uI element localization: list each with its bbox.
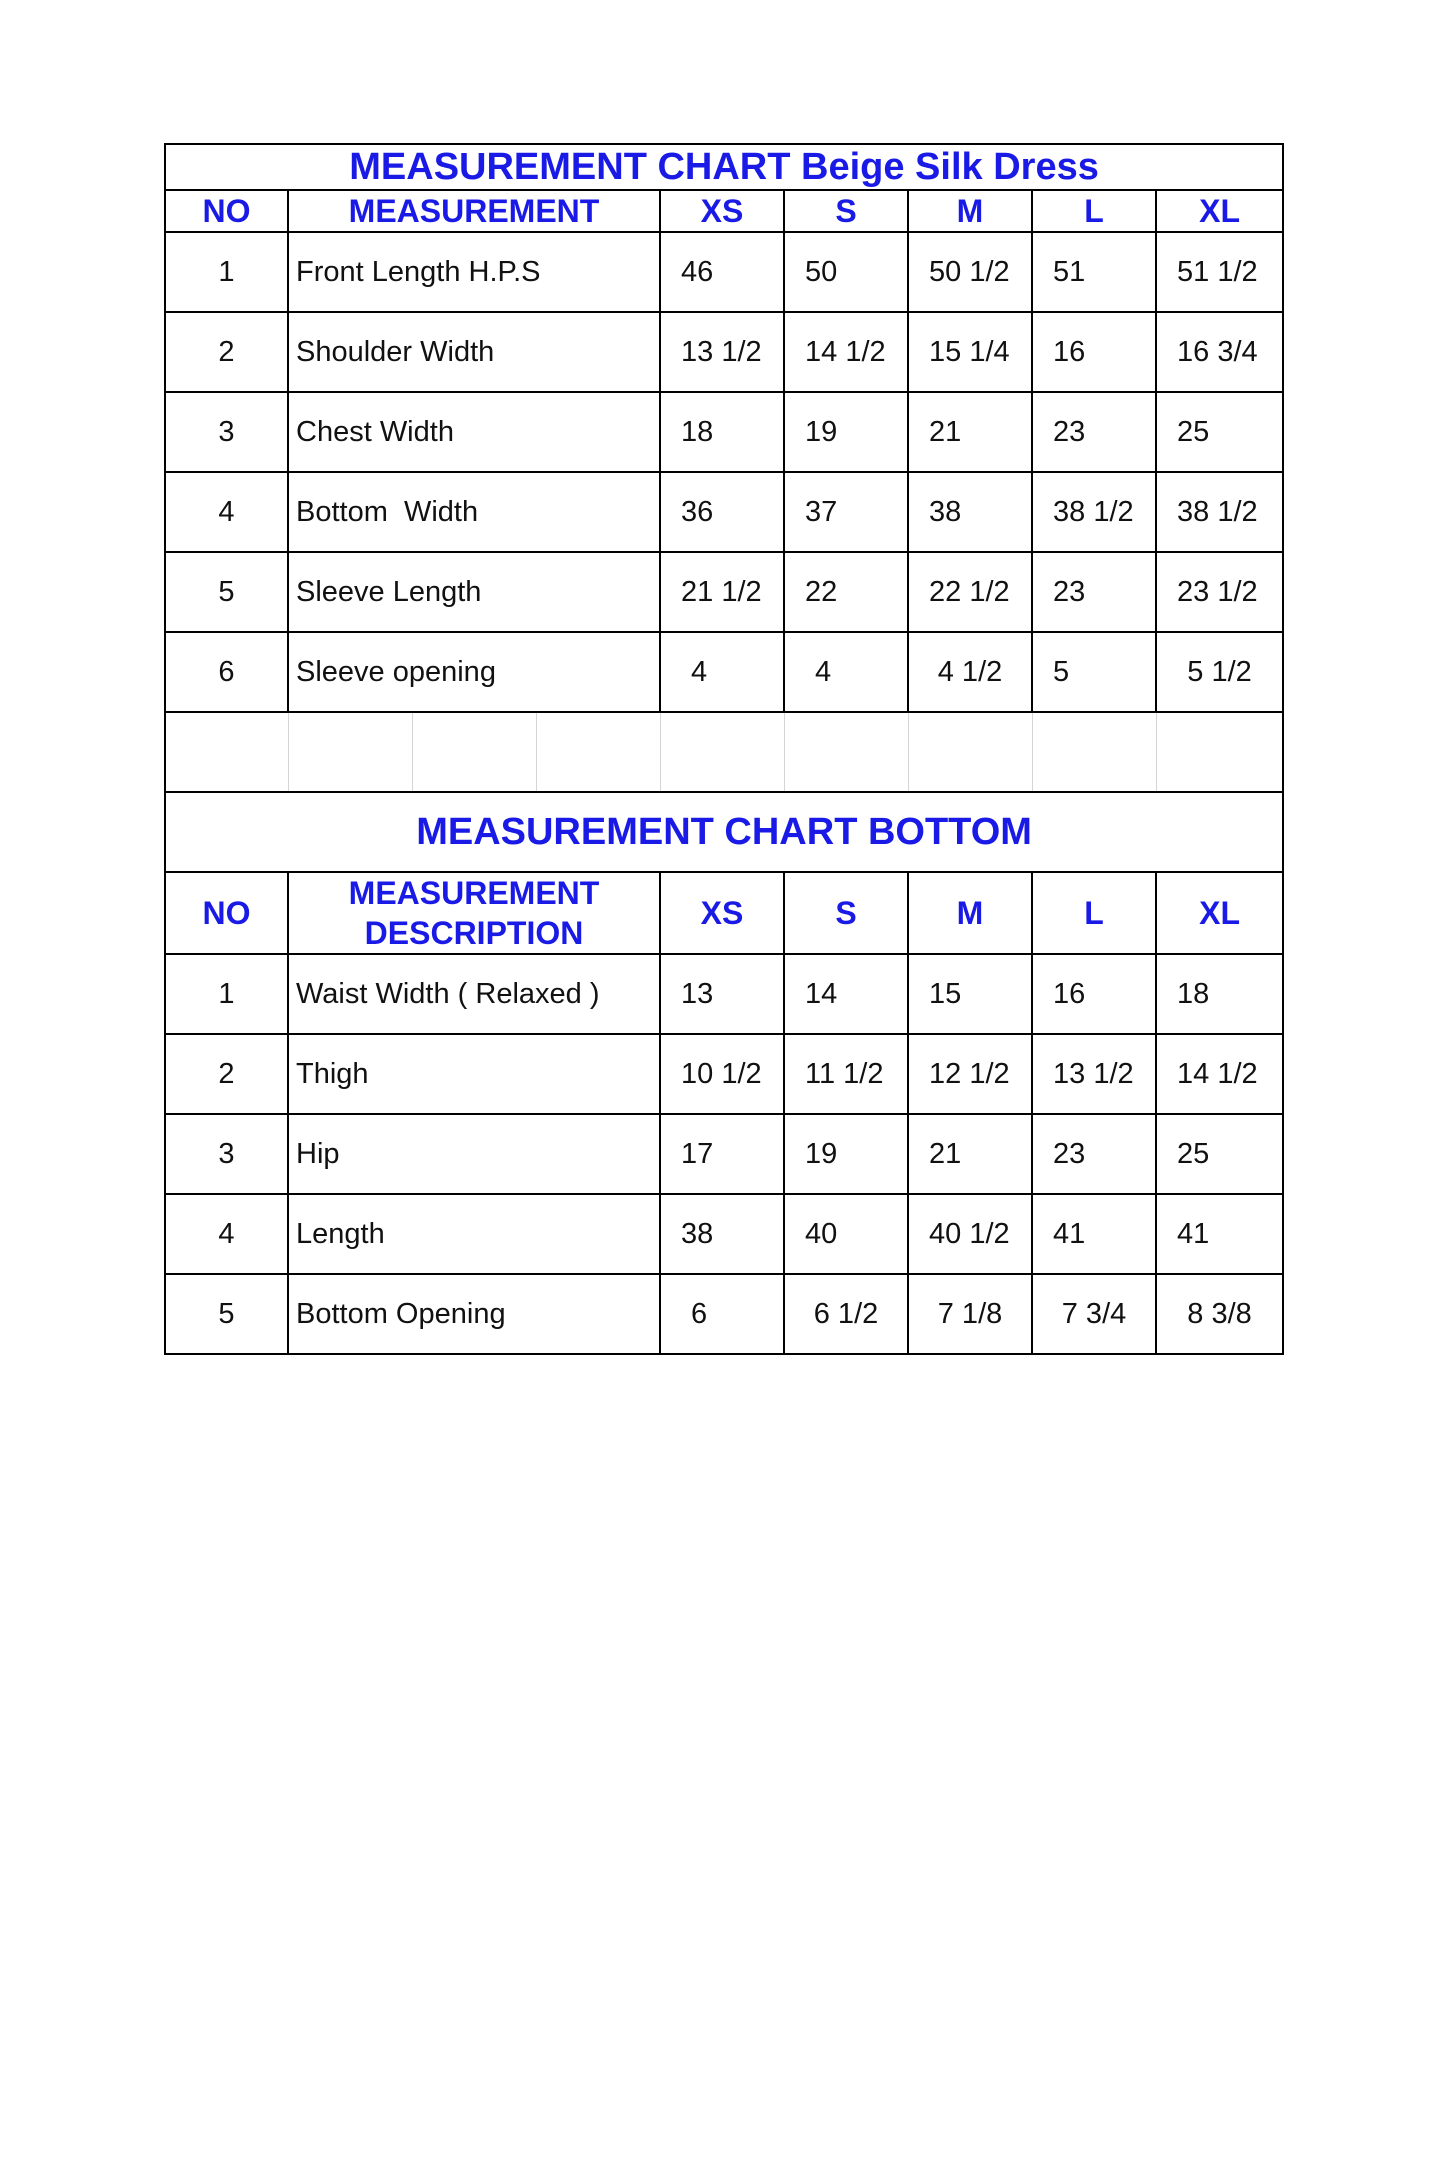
table-row bbox=[165, 552, 1283, 632]
header-size-l: L bbox=[1032, 872, 1156, 954]
value-m: 4 1/2 bbox=[908, 632, 1032, 712]
value-l: 16 bbox=[1032, 954, 1156, 1034]
value-s: 22 bbox=[784, 552, 908, 632]
row-number: 5 bbox=[165, 552, 288, 632]
row-number: 4 bbox=[165, 472, 288, 552]
value-xl: 51 1/2 bbox=[1156, 232, 1283, 312]
value-m: 21 bbox=[908, 1114, 1032, 1194]
value-l: 51 bbox=[1032, 232, 1156, 312]
table-row bbox=[165, 954, 1283, 1034]
measurement-name: Thigh bbox=[288, 1034, 660, 1114]
value-xl: 14 1/2 bbox=[1156, 1034, 1283, 1114]
value-s: 37 bbox=[784, 472, 908, 552]
header-size-m: M bbox=[908, 872, 1032, 954]
value-xs: 36 bbox=[660, 472, 784, 552]
spacer-row bbox=[165, 712, 1283, 792]
empty-cell bbox=[288, 712, 412, 792]
table-row bbox=[165, 232, 1283, 312]
empty-cell bbox=[908, 712, 1032, 792]
value-xl: 25 bbox=[1156, 392, 1283, 472]
value-xs: 13 bbox=[660, 954, 784, 1034]
table-row bbox=[165, 392, 1283, 472]
row-number: 3 bbox=[165, 1114, 288, 1194]
table-row bbox=[165, 1034, 1283, 1114]
row-number: 2 bbox=[165, 1034, 288, 1114]
empty-cell bbox=[165, 712, 288, 792]
value-xs: 17 bbox=[660, 1114, 784, 1194]
empty-cell bbox=[660, 712, 784, 792]
value-s: 19 bbox=[784, 392, 908, 472]
value-s: 11 1/2 bbox=[784, 1034, 908, 1114]
value-m: 21 bbox=[908, 392, 1032, 472]
header-size-xl: XL bbox=[1156, 872, 1283, 954]
empty-cell bbox=[784, 712, 908, 792]
empty-cell bbox=[1032, 712, 1156, 792]
value-xs: 4 bbox=[660, 632, 784, 712]
row-number: 2 bbox=[165, 312, 288, 392]
value-m: 50 1/2 bbox=[908, 232, 1032, 312]
measurement-name: Sleeve Length bbox=[288, 552, 660, 632]
table-row bbox=[165, 1194, 1283, 1274]
value-xs: 10 1/2 bbox=[660, 1034, 784, 1114]
value-l: 41 bbox=[1032, 1194, 1156, 1274]
header-measurement-description bbox=[288, 872, 660, 954]
row-number: 5 bbox=[165, 1274, 288, 1354]
bottom-table-title: MEASUREMENT CHART BOTTOM bbox=[165, 792, 1283, 872]
value-xl: 16 3/4 bbox=[1156, 312, 1283, 392]
value-s: 6 1/2 bbox=[784, 1274, 908, 1354]
measurement-name: Front Length H.P.S bbox=[288, 232, 660, 312]
value-l: 23 bbox=[1032, 392, 1156, 472]
table-row bbox=[165, 472, 1283, 552]
header-no: NO bbox=[165, 190, 288, 232]
header-size-xs: XS bbox=[660, 872, 784, 954]
value-xs: 21 1/2 bbox=[660, 552, 784, 632]
row-number: 4 bbox=[165, 1194, 288, 1274]
value-xl: 41 bbox=[1156, 1194, 1283, 1274]
value-s: 19 bbox=[784, 1114, 908, 1194]
value-l: 23 bbox=[1032, 1114, 1156, 1194]
value-m: 40 1/2 bbox=[908, 1194, 1032, 1274]
measurement-name: Chest Width bbox=[288, 392, 660, 472]
value-xl: 23 1/2 bbox=[1156, 552, 1283, 632]
value-s: 4 bbox=[784, 632, 908, 712]
value-l: 23 bbox=[1032, 552, 1156, 632]
measurement-name: Shoulder Width bbox=[288, 312, 660, 392]
value-xs: 6 bbox=[660, 1274, 784, 1354]
table-row bbox=[165, 1274, 1283, 1354]
value-s: 50 bbox=[784, 232, 908, 312]
value-l: 38 1/2 bbox=[1032, 472, 1156, 552]
row-number: 1 bbox=[165, 954, 288, 1034]
header-size-xs: XS bbox=[660, 190, 784, 232]
value-l: 13 1/2 bbox=[1032, 1034, 1156, 1114]
measurement-name: Sleeve opening bbox=[288, 632, 660, 712]
value-xl: 18 bbox=[1156, 954, 1283, 1034]
value-xl: 38 1/2 bbox=[1156, 472, 1283, 552]
value-m: 12 1/2 bbox=[908, 1034, 1032, 1114]
value-xl: 8 3/8 bbox=[1156, 1274, 1283, 1354]
value-s: 14 1/2 bbox=[784, 312, 908, 392]
header-no: NO bbox=[165, 872, 288, 954]
value-m: 15 1/4 bbox=[908, 312, 1032, 392]
measurement-name: Length bbox=[288, 1194, 660, 1274]
empty-cell bbox=[536, 712, 660, 792]
header-size-m: M bbox=[908, 190, 1032, 232]
table-row bbox=[165, 1114, 1283, 1194]
row-number: 1 bbox=[165, 232, 288, 312]
value-l: 5 bbox=[1032, 632, 1156, 712]
empty-cell bbox=[1156, 712, 1283, 792]
header-size-xl: XL bbox=[1156, 190, 1283, 232]
measurement-name: Waist Width ( Relaxed ) bbox=[288, 954, 660, 1034]
measurement-name: Hip bbox=[288, 1114, 660, 1194]
value-xs: 13 1/2 bbox=[660, 312, 784, 392]
value-s: 40 bbox=[784, 1194, 908, 1274]
value-m: 38 bbox=[908, 472, 1032, 552]
value-l: 16 bbox=[1032, 312, 1156, 392]
value-m: 7 1/8 bbox=[908, 1274, 1032, 1354]
header-size-l: L bbox=[1032, 190, 1156, 232]
measurement-name: Bottom Width bbox=[288, 472, 660, 552]
value-m: 22 1/2 bbox=[908, 552, 1032, 632]
empty-cell bbox=[412, 712, 536, 792]
table-row bbox=[165, 632, 1283, 712]
table-row bbox=[165, 312, 1283, 392]
top-table-title: MEASUREMENT CHART Beige Silk Dress bbox=[165, 144, 1283, 190]
header-measurement: MEASUREMENT bbox=[288, 190, 660, 232]
value-xs: 46 bbox=[660, 232, 784, 312]
value-xs: 18 bbox=[660, 392, 784, 472]
header-desc-line1: MEASUREMENT bbox=[348, 875, 600, 911]
value-xs: 38 bbox=[660, 1194, 784, 1274]
header-size-s: S bbox=[784, 872, 908, 954]
value-l: 7 3/4 bbox=[1032, 1274, 1156, 1354]
value-xl: 25 bbox=[1156, 1114, 1283, 1194]
header-size-s: S bbox=[784, 190, 908, 232]
value-s: 14 bbox=[784, 954, 908, 1034]
header-desc-line2: DESCRIPTION bbox=[364, 915, 584, 951]
measurement-sheet bbox=[164, 143, 1284, 1355]
row-number: 3 bbox=[165, 392, 288, 472]
measurement-name: Bottom Opening bbox=[288, 1274, 660, 1354]
row-number: 6 bbox=[165, 632, 288, 712]
value-xl: 5 1/2 bbox=[1156, 632, 1283, 712]
value-m: 15 bbox=[908, 954, 1032, 1034]
